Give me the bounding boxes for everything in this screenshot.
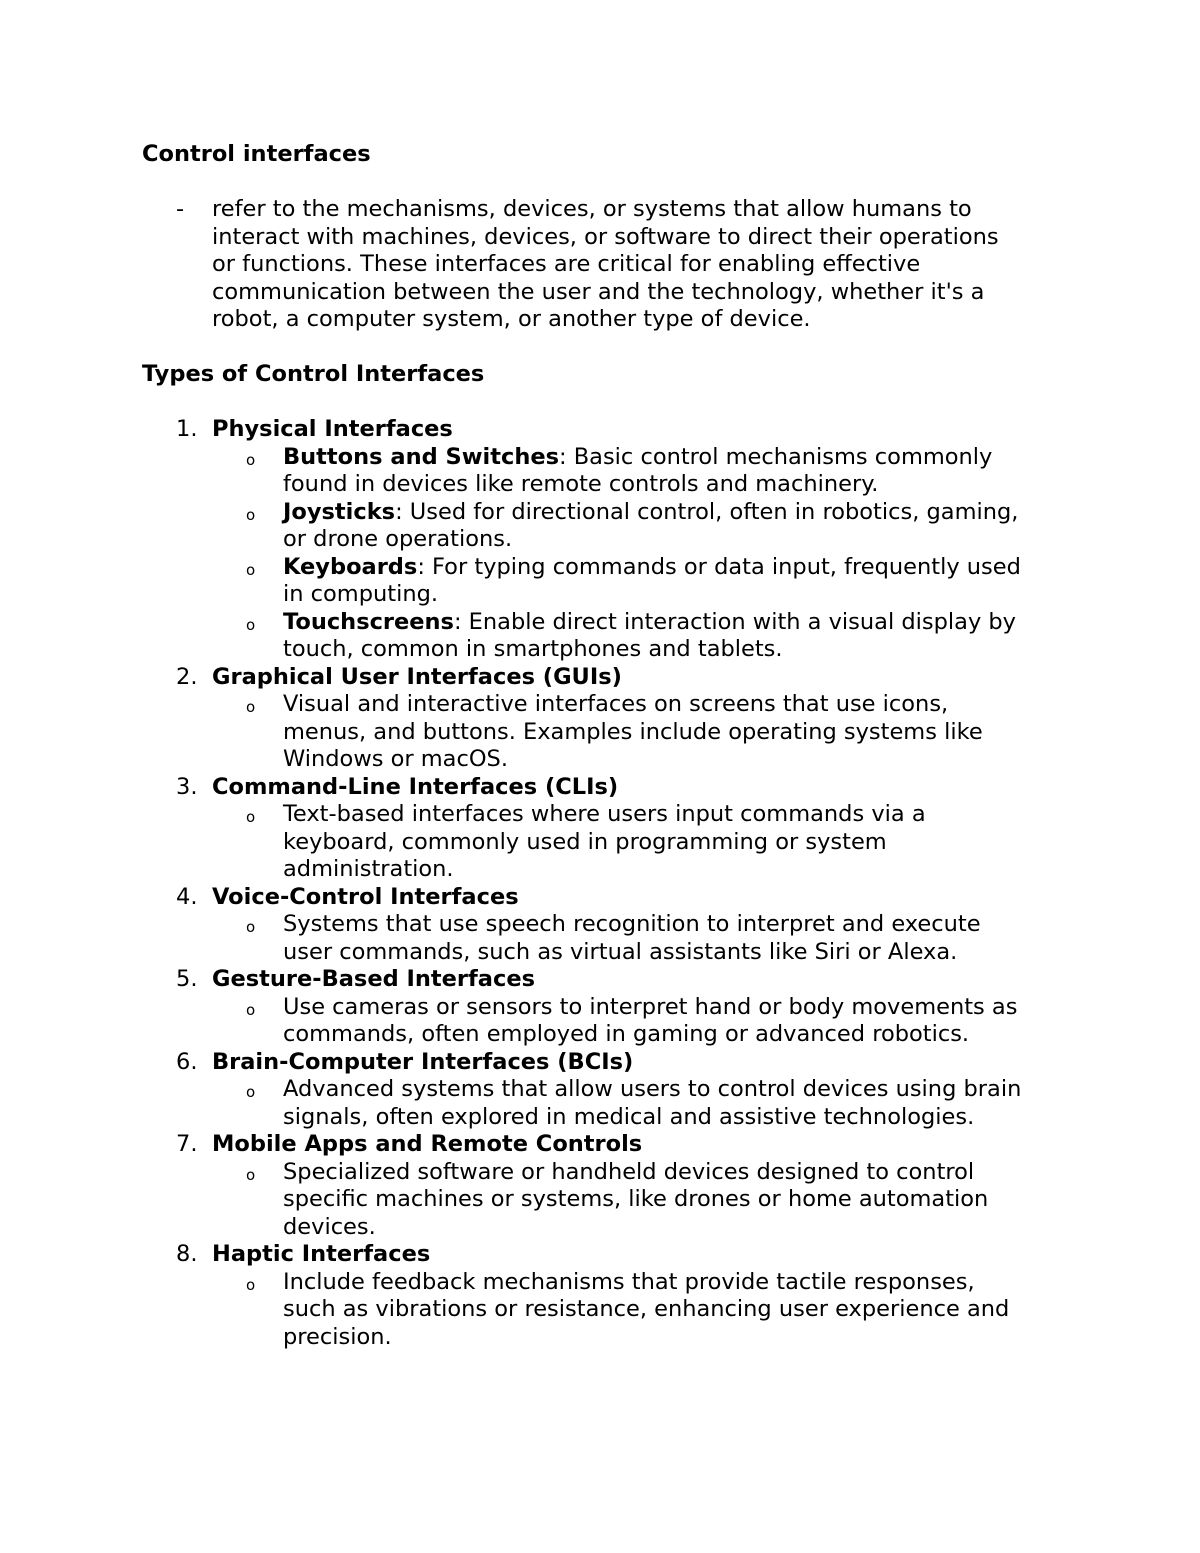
- sub-bullet-line-text: such as vibrations or resistance, enhancing user experience and: [283, 1296, 1010, 1322]
- sub-bullet-term: Touchscreens: [283, 608, 454, 635]
- sub-bullet-line: [283, 554, 1200, 582]
- sub-bullet-line: [283, 581, 1200, 609]
- circle-bullet-icon: o: [246, 560, 256, 579]
- sub-bullet-item: [0, 1076, 1200, 1131]
- sub-bullet-line-text: signals, often explored in medical and assistive technologies.: [283, 1103, 975, 1130]
- sub-bullet-line-text: keyboard, commonly used in programming or system: [283, 828, 887, 855]
- sub-bullet-item: [0, 444, 1200, 499]
- list-item-title: Gesture-Based Interfaces: [212, 966, 535, 992]
- sub-bullet-term: Buttons and Switches: [283, 443, 559, 470]
- sub-bullet-line-text: : Enable direct interaction with a visual display by: [453, 608, 1017, 635]
- sub-bullet-line: [283, 1269, 1200, 1297]
- list-item-title: Brain-Computer Interfaces (BCIs): [212, 1048, 634, 1075]
- list-item: [0, 1241, 1200, 1351]
- list-number: 3.: [176, 773, 198, 800]
- intro-line: or functions. These interfaces are critical for enabling effective: [212, 251, 921, 277]
- sub-bullet-line: [283, 856, 1200, 884]
- list-item-heading: [0, 966, 1200, 994]
- sub-bullet-text: [283, 1076, 1200, 1131]
- sub-bullet-line: [283, 911, 1200, 939]
- circle-bullet-icon: o: [246, 1083, 256, 1101]
- sub-bullet-line: [283, 609, 1200, 637]
- sub-bullet-line-text: Windows or macOS.: [283, 746, 508, 772]
- circle-bullet-icon: o: [246, 450, 256, 469]
- sub-bullet-text: [283, 994, 1200, 1049]
- sub-bullet-line: [283, 1021, 1200, 1049]
- sub-bullet-line-text: user commands, such as virtual assistants like Siri or Alexa.: [283, 938, 958, 965]
- sub-bullet-line: [283, 829, 1200, 857]
- intro-line: robot, a computer system, or another type of device.: [212, 306, 811, 332]
- list-item-title: Haptic Interfaces: [212, 1241, 431, 1267]
- list-item-heading: [0, 1131, 1200, 1159]
- sub-bullet-line-text: found in devices like remote controls and machinery.: [283, 471, 879, 497]
- intro-line: refer to the mechanisms, devices, or systems that allow humans to: [212, 196, 972, 222]
- list-item-heading: [0, 884, 1200, 912]
- sub-bullet-line-text: : For typing commands or data input, frequently used: [417, 553, 1021, 580]
- sub-bullet-line: [283, 471, 1200, 499]
- sub-bullet-line: [283, 499, 1200, 527]
- list-item-title: Physical Interfaces: [212, 416, 453, 442]
- sub-bullet-line: [283, 801, 1200, 829]
- sub-bullet-line: [283, 1324, 1200, 1352]
- circle-bullet-icon: o: [246, 1275, 256, 1294]
- list-number: 1.: [176, 416, 198, 442]
- list-item: [0, 1049, 1200, 1132]
- sub-bullet-line-text: specific machines or systems, like drones or home automation: [283, 1186, 989, 1212]
- page-title: Control interfaces: [142, 141, 371, 167]
- sub-bullet-line: [283, 636, 1200, 664]
- sub-bullet-text: [283, 691, 1200, 774]
- sub-bullet-item: [0, 911, 1200, 966]
- list-item: [0, 884, 1200, 967]
- sub-bullet-line: [283, 1104, 1200, 1132]
- list-item-heading: [0, 1049, 1200, 1077]
- sub-bullet-line: [283, 1186, 1200, 1214]
- sub-bullet-line-text: Systems that use speech recognition to interpret and execute: [283, 911, 981, 937]
- circle-bullet-icon: o: [246, 505, 256, 524]
- intro-paragraph: [212, 196, 1072, 334]
- circle-bullet-icon: o: [246, 1000, 256, 1019]
- sub-bullet-line-text: touch, common in smartphones and tablets.: [283, 636, 783, 662]
- dash-bullet: -: [176, 196, 185, 222]
- sub-bullet-item: [0, 1159, 1200, 1242]
- sub-bullet-line-text: Use cameras or sensors to interpret hand or body movements as: [283, 993, 1018, 1020]
- sub-bullet-item: [0, 801, 1200, 884]
- circle-bullet-icon: o: [246, 1165, 256, 1184]
- sub-bullet-line: [283, 1076, 1200, 1104]
- sub-bullet-line-text: commands, often employed in gaming or advanced robotics.: [283, 1021, 970, 1047]
- list-item: [0, 416, 1200, 664]
- sub-bullet-line: [283, 939, 1200, 967]
- intro-line: communication between the user and the technology, whether it's a: [212, 278, 985, 305]
- sub-bullet-item: [0, 691, 1200, 774]
- sub-bullet-item: [0, 609, 1200, 664]
- types-list: [0, 416, 1200, 1351]
- list-number: 4.: [176, 883, 198, 910]
- list-item-title: Graphical User Interfaces (GUIs): [212, 663, 622, 690]
- sub-bullet-text: [283, 801, 1200, 884]
- sub-bullet-item: [0, 554, 1200, 609]
- sub-bullet-item: [0, 1269, 1200, 1352]
- sub-bullet-line: [283, 526, 1200, 554]
- sub-bullet-line: [283, 444, 1200, 472]
- sub-bullet-term: Joysticks: [283, 498, 396, 525]
- sub-bullet-line: [283, 746, 1200, 774]
- list-number: 7.: [176, 1131, 198, 1157]
- circle-bullet-icon: o: [246, 698, 256, 716]
- sub-bullet-term: Keyboards: [283, 553, 418, 580]
- sub-bullet-line: [283, 994, 1200, 1022]
- sub-bullet-line: [283, 1214, 1200, 1242]
- intro-line: interact with machines, devices, or software to direct their operations: [212, 223, 999, 250]
- sub-bullet-text: [283, 499, 1200, 554]
- sub-bullet-text: [283, 609, 1200, 664]
- list-item-heading: [0, 664, 1200, 692]
- sub-bullet-line-text: administration.: [283, 856, 454, 882]
- sub-bullet-line-text: in computing.: [283, 581, 439, 607]
- sub-bullet-text: [283, 1159, 1200, 1242]
- sub-bullet-text: [283, 554, 1200, 609]
- sub-bullet-item: [0, 994, 1200, 1049]
- list-item: [0, 1131, 1200, 1241]
- list-item-heading: [0, 1241, 1200, 1269]
- list-number: 2.: [176, 663, 198, 690]
- list-number: 8.: [176, 1241, 198, 1267]
- sub-bullet-line-text: or drone operations.: [283, 526, 513, 552]
- sub-bullet-line-text: Text-based interfaces where users input commands via a: [283, 801, 926, 827]
- sub-bullet-item: [0, 499, 1200, 554]
- sub-bullet-line-text: menus, and buttons. Examples include operating systems like: [283, 718, 983, 745]
- sub-bullet-line-text: Specialized software or handheld devices designed to control: [283, 1158, 975, 1185]
- list-item: [0, 664, 1200, 774]
- list-number: 5.: [176, 966, 198, 992]
- sub-bullet-line-text: Visual and interactive interfaces on screens that use icons,: [283, 691, 949, 717]
- sub-bullet-text: [283, 911, 1200, 966]
- list-item-heading: [0, 416, 1200, 444]
- sub-bullet-line: [283, 1159, 1200, 1187]
- list-number: 6.: [176, 1048, 198, 1075]
- list-item-title: Mobile Apps and Remote Controls: [212, 1131, 643, 1157]
- list-item: [0, 966, 1200, 1049]
- section-title: Types of Control Interfaces: [142, 361, 485, 387]
- sub-bullet-line-text: devices.: [283, 1213, 376, 1240]
- sub-bullet-line-text: precision.: [283, 1323, 392, 1350]
- list-item-heading: [0, 774, 1200, 802]
- sub-bullet-line: [283, 1296, 1200, 1324]
- sub-bullet-text: [283, 1269, 1200, 1352]
- list-item: [0, 774, 1200, 884]
- sub-bullet-line-text: : Basic control mechanisms commonly: [559, 443, 993, 470]
- list-item-title: Command-Line Interfaces (CLIs): [212, 773, 619, 800]
- sub-bullet-line: [283, 719, 1200, 747]
- sub-bullet-text: [283, 444, 1200, 499]
- sub-bullet-line: [283, 691, 1200, 719]
- sub-bullet-line-text: : Used for directional control, often in robotics, gaming,: [395, 498, 1019, 525]
- sub-bullet-line-text: Advanced systems that allow users to control devices using brain: [283, 1076, 1022, 1102]
- circle-bullet-icon: o: [246, 615, 256, 634]
- circle-bullet-icon: o: [246, 918, 256, 936]
- list-item-title: Voice-Control Interfaces: [212, 883, 519, 910]
- circle-bullet-icon: o: [246, 808, 256, 826]
- sub-bullet-line-text: Include feedback mechanisms that provide tactile responses,: [283, 1268, 975, 1295]
